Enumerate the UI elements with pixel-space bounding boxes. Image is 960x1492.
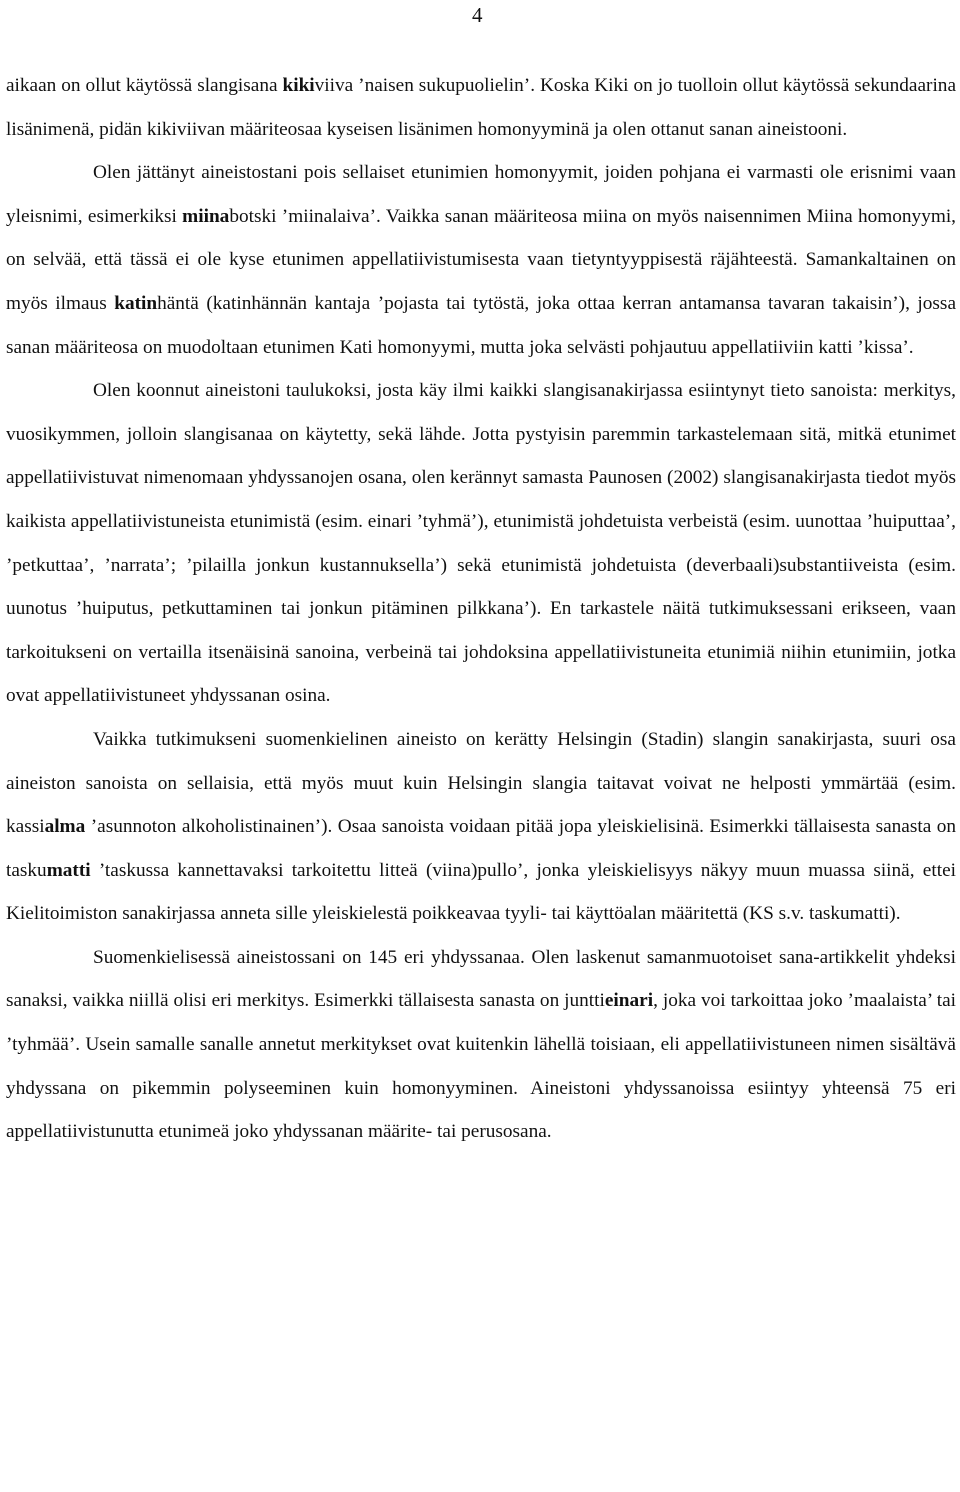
bold-term: kiki	[282, 75, 315, 96]
document-body	[6, 64, 956, 1154]
text-run: viiva ’naisen sukupuolielin’. Koska Kiki on jo tuolloin ollut käytössä sekundaarina lisänimenä, pidän kikiviivan määriteosaa kyseisen lisänimen homonyyminä ja olen ottanut sanan aineistooni.	[6, 75, 957, 140]
text-run: Suomenkielisessä aineistossani on 145 eri yhdyssanaa. Olen laskenut samanmuotoiset sana-artikkelit yhdeksi sanaksi, vaikka niillä olisi eri merkitys. Esimerkki tällaisesta sanasta on juntti	[6, 946, 956, 1012]
bold-term: miina	[182, 205, 230, 227]
text-run: ’taskussa kannettavaksi tarkoitettu litteä (viina)pullo’, jonka yleiskielisyys näkyy muun muassa siinä, ettei Kielitoimiston sanakirjassa anneta sille yleiskielestä poikkeavaa tyyli- tai käyttöalan määritettä (KS s.v. taskumatti).	[6, 859, 956, 925]
text-run: Olen jättänyt aineistostani pois sellaiset etunimien homonyymit, joiden pohjana ei varmasti ole erisnimi vaan yleisnimi, esimerkiksi	[6, 162, 956, 227]
text-run: , joka voi tarkoittaa joko ’maalaista’ tai ’tyhmää’. Usein samalle sanalle annetut merkitykset ovat kuitenkin lähellä toisiaan, eli appellatiivistuneen nimen sisältävä yhdyssana on pikemmin polyseeminen kuin homonyyminen. Aineistoni yhdyssanoissa esiintyy yhteensä 75 eri appellatiivistunutta etunimeä joko yhdyssanan määrite- tai perusosana.	[6, 990, 956, 1143]
text-run: botski ’miinalaiva’. Vaikka sanan määriteosa miina on myös naisennimen Miina homonyymi, on selvää, että tässä ei ole kyse etunimen appellatiivistumisesta vaan tietyntyyppisestä räjähteestä. Samankaltainen on myös ilmaus	[6, 205, 957, 314]
bold-term: alma	[44, 816, 86, 838]
paragraph	[6, 64, 956, 151]
paragraph	[6, 151, 956, 369]
paragraph	[6, 936, 956, 1154]
paragraph	[6, 718, 956, 936]
text-run: Vaikka tutkimukseni suomenkielinen aineisto on kerätty Helsingin (Stadin) slangin sanakirjasta, suuri osa aineiston sanoista on sellaisia, että myös muut kuin Helsingin slangia taitavat voivat ne helposti ymmärtää (esim. kassi	[6, 728, 956, 838]
page-number: 4	[472, 3, 483, 27]
paragraph	[6, 369, 956, 718]
text-run: Olen koonnut aineistoni taulukoksi, josta käy ilmi kaikki slangisanakirjassa esiintynyt tieto sanoista: merkitys, vuosikymmen, jolloin slangisanaa on käytetty, sekä lähde. Jotta pystyisin paremmin tarkastelemaan sitä, mitkä etunimet appellatiivistuvat nimenomaan yhdyssanojen osana, olen kerännyt samasta Paunosen (2002) slangisanakirjasta tiedot myös kaikista appellatiivistuneista etunimistä (esim. einari ’tyhmä’), etunimistä johdetuista verbeistä (esim. uunottaa ’huiputtaa’, ’petkuttaa’, ’narrata’; ’pilailla jonkun kustannuksella’) sekä etunimistä johdetuista (deverbaali)substantiiveista (esim. uunotus ’huiputus, petkuttaminen tai jonkun pitäminen pilkkana’). En tarkastele näitä tutkimuksessani erikseen, vaan tarkoitukseni on vertailla itsenäisinä sanoina, verbeinä tai johdoksina appellatiivistuneita etunimiä niihin etunimiin, jotka ovat appellatiivistuneet yhdyssanan osina.	[6, 380, 956, 707]
text-run: aikaan on ollut käytössä slangisana	[6, 75, 283, 96]
bold-term: matti	[46, 859, 91, 881]
text-run: ’asunnoton alkoholistinainen’). Osaa sanoista voidaan pitää jopa yleiskielisinä. Esimerkki tällaisesta sanasta on tasku	[6, 816, 956, 881]
bold-term: einari	[604, 990, 654, 1012]
bold-term: katin	[114, 292, 158, 314]
text-run: häntä (katinhännän kantaja ’pojasta tai tytöstä, joka ottaa kerran antamansa tavaran takaisin’), jossa sanan määriteosa on muodoltaan etunimen Kati homonyymi, mutta joka selvästi pohjautuu appellatiiviin katti ’kissa’.	[6, 292, 956, 358]
